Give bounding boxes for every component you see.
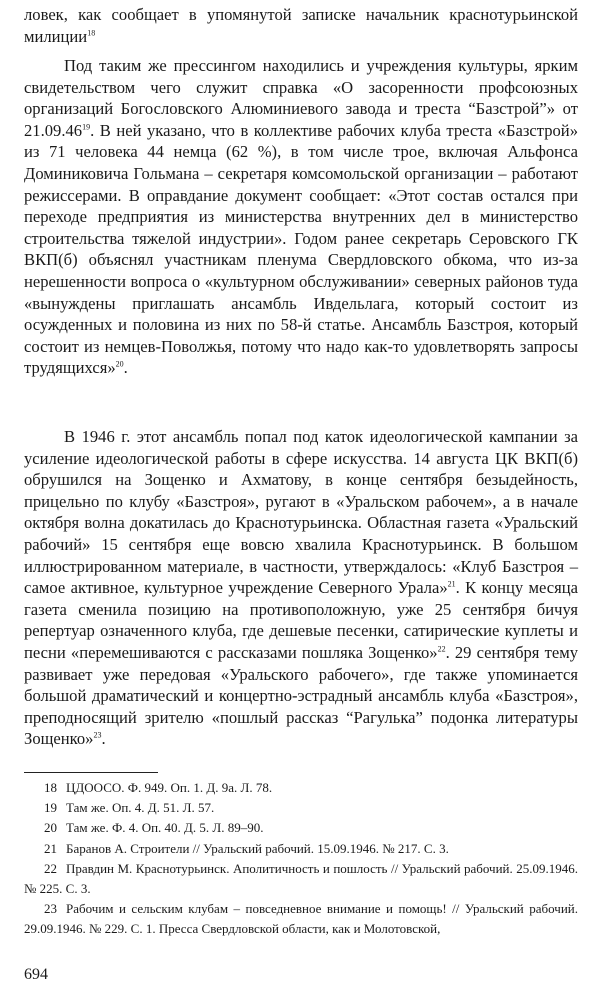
paragraph-ideological-campaign [24, 426, 578, 750]
paragraph-text: . 29 сентября тему развивает уже передовая «Уральского рабочего», где также упоминается большой драматический и концертно-эстрадный ансамбль клуба «Базстроя», преподносящий зрителю «пошлый рассказ “Рагулька” подонка литературы Зощенко» [24, 642, 578, 749]
footnote-number: 23 [44, 901, 57, 917]
footnote-item [24, 839, 578, 859]
paragraph-culture-pressure [24, 55, 578, 379]
footnote-ref[interactable]: 18 [87, 28, 96, 38]
footnote-number: 22 [44, 860, 57, 876]
continued-paragraph [24, 4, 578, 47]
paragraph-text: Под таким же прессингом находились и учреждения культуры, ярким свидетельством чего служит справка «О засоренности профсоюзных организаций Богословского Алюминиевого завода и треста “Базстрой”» от 21.09.46 [24, 56, 578, 140]
footnote-ref[interactable]: 19 [82, 122, 91, 132]
footnote-text: Правдин М. Краснотурьинск. Аполитичность и пошлость // Уральский рабочий. 25.09.1946. № 225. С. 3. [24, 860, 578, 897]
footnote-number: 21 [44, 840, 57, 856]
paragraph-text: . [101, 729, 106, 749]
footnotes [24, 778, 578, 940]
footnote-item [24, 778, 578, 798]
footnote-number: 20 [44, 820, 57, 836]
footnote-ref[interactable]: 21 [447, 579, 456, 589]
footnote-ref[interactable]: 22 [437, 644, 446, 654]
footnote-text: ЦДООСО. Ф. 949. Оп. 1. Д. 9а. Л. 78. [66, 780, 273, 795]
paragraph-text: . К концу месяца газета сменила позицию на противоположную, уже 25 сентября бичуя репертуар означенного клуба, где дешевые песенки, сатирические куплеты и песни «перемешиваются с рассказами пошляка Зощенко» [24, 578, 578, 662]
footnote-text: Рабочим и сельским клубам – повседневное внимание и помощь! // Уральский рабочий. 29.09.1946. № 229. С. 1. Пресса Свердловской области, как и Молотовской, [24, 901, 578, 937]
footnote-number: 18 [44, 780, 57, 795]
footnote-item [24, 798, 578, 818]
footnote-number: 19 [44, 800, 57, 816]
footnote-divider [24, 772, 158, 773]
footnote-item [24, 818, 578, 838]
footnote-text: Там же. Ф. 4. Оп. 40. Д. 5. Л. 89–90. [66, 820, 264, 836]
paragraph-text: В 1946 г. этот ансамбль попал под каток идеологической кампании за усиление идеологической работы в сфере искусства. 14 августа ЦК ВКП(б) обрушился на Зощенко и Ахматову, в конце сентября безыдейность, прицельно по клубу «Базстроя», ругают в «Уральском рабочем», а в начале октября волна докатилась до Краснотурьинска. Областная газета «Уральский рабочий» 15 сентября еще вовсю хвалила Краснотурьинск. В большом иллюстрированном материале, в частности, утверждалось: «Клуб Базстроя – самое активное, культурное учреждение Северного Урала» [24, 427, 578, 598]
page-number: 694 [24, 966, 48, 983]
footnote-item [24, 859, 578, 899]
footnote-text: Баранов А. Строители // Уральский рабочий. 15.09.1946. № 217. С. 3. [66, 840, 449, 856]
paragraph-text: . [123, 358, 128, 378]
paragraph-text: . В ней указано, что в коллективе рабочих клуба треста «Базстрой» из 71 человека 44 немца (62 %), в том числе трое, включая Альфонса Доминиковича Гольмана – секретаря комсомольской организации – работают режиссерами. В оправдание документ сообщает: «Этот состав остался при переходе предприятия из министерства внутренних дел в министерство строительства тяжелой индустрии». Годом ранее секретарь Серовского ГК ВКП(б) объяснял участникам пленума Свердловского обкома, что из-за нерешенности вопроса о «культурном обслуживании» северных районов туда «вынуждены приглашать ансамбль Ивдельлага, который состоит из осужденных и половина из них по 58-й статье. Ансамбль Базстроя, который состоит из немцев-Поволжья, потому что надо как-то удовлетворять запросы трудящихся» [24, 120, 578, 378]
continued-text: ловек, как сообщает в упомянутой записке начальник краснотурьинской милиции [24, 5, 578, 46]
footnote-item [24, 899, 578, 939]
footnote-ref[interactable]: 23 [93, 730, 102, 740]
footnote-text: Там же. Оп. 4. Д. 51. Л. 57. [66, 800, 215, 816]
footnote-ref[interactable]: 20 [115, 359, 124, 369]
